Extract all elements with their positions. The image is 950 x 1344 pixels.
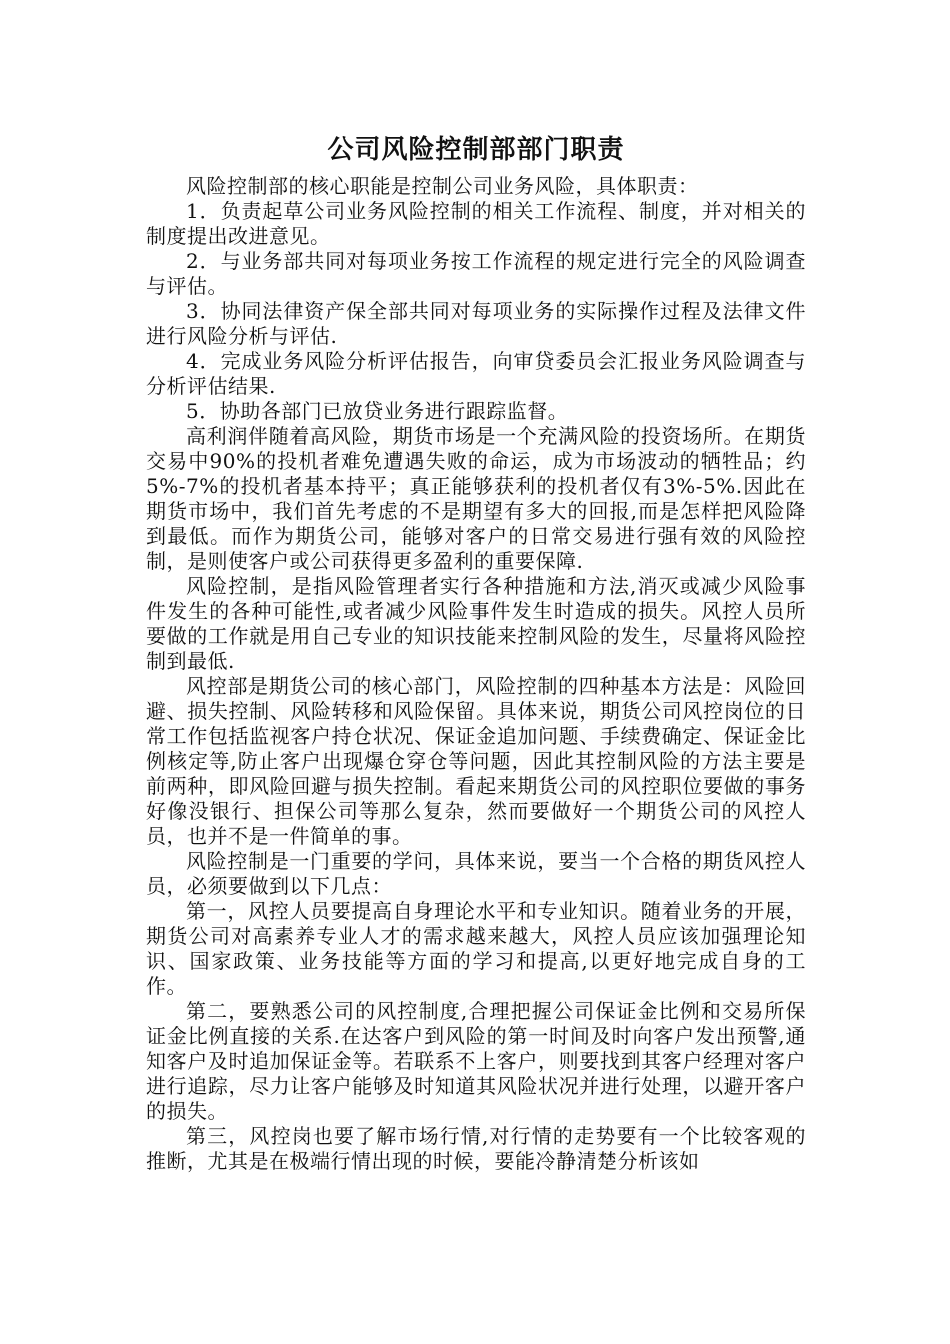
paragraph-point-3: 第三，风控岗也要了解市场行情,对行情的走势要有一个比较客观的推断，尤其是在极端行情出现的时候，要能冷静清楚分析该如 bbox=[146, 1124, 806, 1173]
paragraph-point-2: 第二，要熟悉公司的风控制度,合理把握公司保证金比例和交易所保证金比例直接的关系.在达客户到风险的第一时间及时向客户发出预警,通知客户及时追加保证金等。若联系不上客户，则要找到其客户经理对客户进行追踪，尽力让客户能够及时知道其风险状况并进行处理，以避开客户的损失。 bbox=[146, 999, 806, 1123]
paragraph-requirements-intro: 风险控制是一门重要的学问，具体来说，要当一个合格的期货风控人员，必须要做到以下几点： bbox=[146, 849, 806, 898]
paragraph-risk-department: 风控部是期货公司的核心部门，风险控制的四种基本方法是：风险回避、损失控制、风险转移和风险保留。具体来说，期货公司风控岗位的日常工作包括监视客户持仓状况、保证金追加问题、手续费确定、保证金比例核定等,防止客户出现爆仓穿仓等问题，因此其控制风险的方法主要是前两种，即风险回避与损失控制。看起来期货公司的风控职位要做的事务好像没银行、担保公司等那么复杂，然而要做好一个期货公司的风控人员，也并不是一件简单的事。 bbox=[146, 674, 806, 848]
paragraph-duty-2: 2．与业务部共同对每项业务按工作流程的规定进行完全的风险调查与评估。 bbox=[146, 249, 806, 298]
document-body bbox=[146, 130, 806, 1174]
paragraph-duty-3: 3．协同法律资产保全部共同对每项业务的实际操作过程及法律文件进行风险分析与评估. bbox=[146, 299, 806, 348]
paragraph-duty-5: 5．协助各部门已放贷业务进行跟踪监督。 bbox=[186, 399, 569, 423]
paragraph-high-profit-risk: 高利润伴随着高风险，期货市场是一个充满风险的投资场所。在期货交易中90%的投机者难免遭遇失败的命运，成为市场波动的牺牲品；约5%-7%的投机者基本持平；真正能够获利的投机者仅有3%-5%.因此在期货市场中，我们首先考虑的不是期望有多大的回报,而是怎样把风险降到最低。而作为期货公司，能够对客户的日常交易进行强有效的风险控制，是则使客户或公司获得更多盈利的重要保障. bbox=[146, 424, 806, 573]
paragraph-duty-4: 4．完成业务风险分析评估报告，向审贷委员会汇报业务风险调查与分析评估结果. bbox=[146, 349, 806, 398]
paragraph-point-1: 第一，风控人员要提高自身理论水平和专业知识。随着业务的开展，期货公司对高素养专业人才的需求越来越大，风控人员应该加强理论知识、国家政策、业务技能等方面的学习和提高,以更好地完成自身的工作。 bbox=[146, 899, 806, 998]
document-title: 公司风险控制部部门职责 bbox=[327, 135, 625, 165]
paragraph-intro: 风险控制部的核心职能是控制公司业务风险，具体职责： bbox=[186, 174, 699, 198]
paragraph-risk-control-definition: 风险控制，是指风险管理者实行各种措施和方法,消灭或减少风险事件发生的各种可能性,或者减少风险事件发生时造成的损失。风控人员所要做的工作就是用自己专业的知识技能来控制风险的发生，尽量将风险控制到最低. bbox=[146, 574, 806, 673]
paragraph-duty-1: 1．负责起草公司业务风险控制的相关工作流程、制度，并对相关的制度提出改进意见。 bbox=[146, 199, 806, 248]
